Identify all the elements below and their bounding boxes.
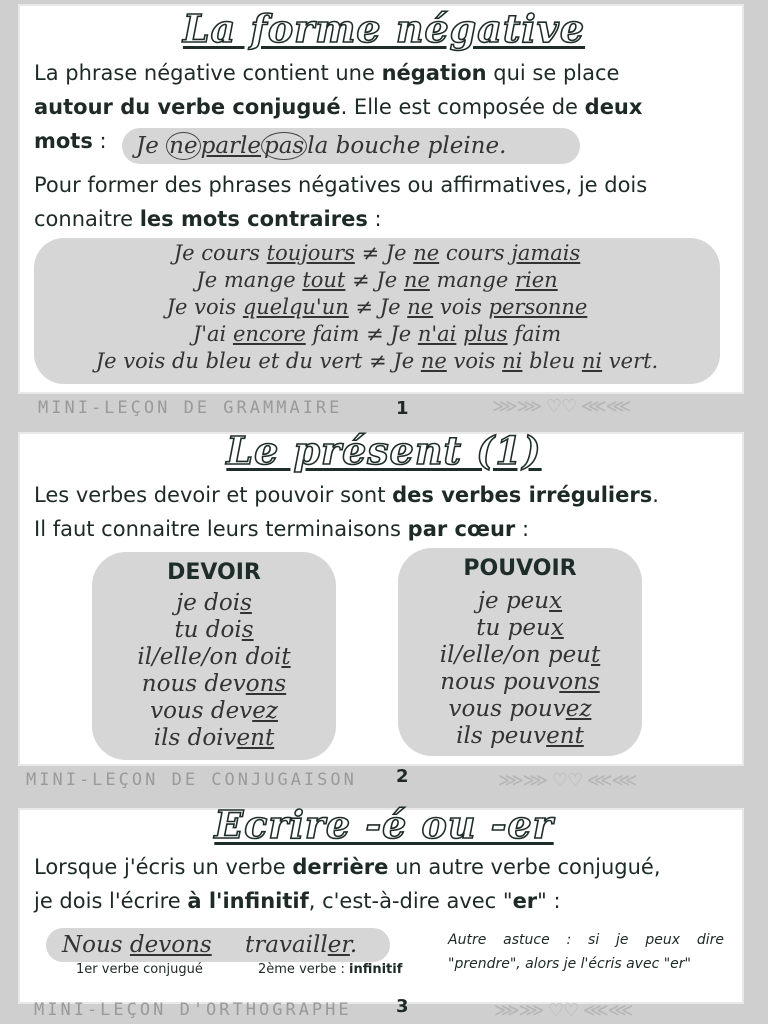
text: connaitre xyxy=(34,207,140,231)
text: Il faut connaitre leurs terminaisons xyxy=(34,517,408,541)
text-bold: derrière xyxy=(292,855,389,879)
word-infinitive: travaill xyxy=(245,932,328,958)
lesson2-footer: MINI-LEÇON DE CONJUGAISON xyxy=(26,770,357,790)
text: : xyxy=(515,517,530,541)
text-bold: er xyxy=(512,889,538,913)
tip-text: Autre astuce : si je peux dire "prendre", alors je l'écris avec "er" xyxy=(448,932,724,972)
word-circled-ne: ne xyxy=(166,132,200,160)
contrary-row: J'ai encore faim ≠ Je n'ai plus faim xyxy=(192,322,562,346)
text-bold: deux xyxy=(584,95,643,119)
conj-line: vous devez xyxy=(150,698,278,724)
text-bold: mots xyxy=(34,129,93,153)
text: La phrase négative contient une xyxy=(34,61,382,85)
text: un autre verbe conjugué, xyxy=(388,855,661,879)
conj-line: vous pouvez xyxy=(448,696,592,722)
lesson3-paragraph xyxy=(34,850,734,918)
conj-line: nous devons xyxy=(141,671,287,697)
conj-line: tu peux xyxy=(476,615,564,641)
arrow-decoration-icon: ⋙⋙ ♡♡ ⋘⋘ xyxy=(492,396,631,417)
word: Nous xyxy=(62,932,130,958)
text-bold: autour du verbe conjugué xyxy=(34,95,341,119)
conj-line: je dois xyxy=(176,590,252,616)
text: . Elle est composée de xyxy=(340,95,585,119)
contraries-list xyxy=(34,240,720,375)
word: . xyxy=(349,932,358,958)
text-bold: négation xyxy=(381,61,487,85)
negation-example xyxy=(136,128,506,164)
word: Je xyxy=(136,133,159,159)
text-bold: à l'infinitif xyxy=(187,889,309,913)
text: . xyxy=(652,483,659,507)
text-bold: les mots contraires xyxy=(139,207,368,231)
pouvoir-heading: POUVOIR xyxy=(463,556,577,581)
text: Lorsque j'écris un verbe xyxy=(34,855,293,879)
devoir-conjugation xyxy=(92,590,336,752)
page-number: 3 xyxy=(396,996,409,1017)
caption-infinitive: 2ème verbe : infinitif xyxy=(258,962,403,977)
word: la bouche pleine. xyxy=(307,133,507,159)
conj-line: ils doivent xyxy=(153,725,275,751)
word-ending: er xyxy=(327,932,350,958)
lesson3-title: Ecrire -é ou -er xyxy=(214,802,554,847)
text: " : xyxy=(537,889,561,913)
conj-line: nous pouvons xyxy=(440,669,600,695)
text-bold: des verbes irréguliers xyxy=(392,483,653,507)
contrary-row: Je cours toujours ≠ Je ne cours jamais xyxy=(173,241,581,265)
lesson3-footer: MINI-LEÇON D'ORTHOGRAPHE xyxy=(34,1000,352,1020)
text: je dois l'écrire xyxy=(34,889,188,913)
text: Pour former des phrases négatives ou affirmatives, je dois xyxy=(34,173,648,197)
lesson2-paragraph xyxy=(34,478,734,546)
word-verb: parle xyxy=(200,133,261,159)
contrary-row: Je vois du bleu et du vert ≠ Je ne vois ni bleu ni vert. xyxy=(95,349,659,373)
text-bold: par cœur xyxy=(407,517,516,541)
lesson1-title: La forme négative xyxy=(182,6,586,51)
text: , c'est-à-dire avec " xyxy=(308,889,513,913)
caption-conjugated: 1er verbe conjugué xyxy=(76,962,203,977)
text: Les verbes devoir et pouvoir sont xyxy=(34,483,393,507)
infinitive-example xyxy=(62,928,357,962)
page-number: 2 xyxy=(396,766,409,787)
contrary-row: Je mange tout ≠ Je ne mange rien xyxy=(196,268,558,292)
text: : xyxy=(92,129,107,153)
lesson2-title: Le présent (1) xyxy=(226,428,542,473)
conj-line: ils peuvent xyxy=(456,723,584,749)
conj-line: je peux xyxy=(477,588,563,614)
lesson1-footer: MINI-LEÇON DE GRAMMAIRE xyxy=(38,398,343,418)
word-circled-pas: pas xyxy=(261,132,307,160)
conj-line: il/elle/on peut xyxy=(439,642,601,668)
conj-line: tu dois xyxy=(174,617,254,643)
lesson1-paragraph-2 xyxy=(34,168,734,236)
text: : xyxy=(367,207,382,231)
arrow-decoration-icon: ⋙⋙ ♡♡ ⋘⋘ xyxy=(498,770,637,791)
devoir-heading: DEVOIR xyxy=(167,560,261,585)
text: qui se place xyxy=(486,61,620,85)
pouvoir-conjugation xyxy=(398,588,642,750)
page-number: 1 xyxy=(396,398,409,419)
contrary-row: Je vois quelqu'un ≠ Je ne vois personne xyxy=(166,295,588,319)
conj-line: il/elle/on doit xyxy=(137,644,291,670)
word-conjugated: devons xyxy=(129,932,212,958)
arrow-decoration-icon: ⋙⋙ ♡♡ ⋘⋘ xyxy=(494,1000,633,1021)
